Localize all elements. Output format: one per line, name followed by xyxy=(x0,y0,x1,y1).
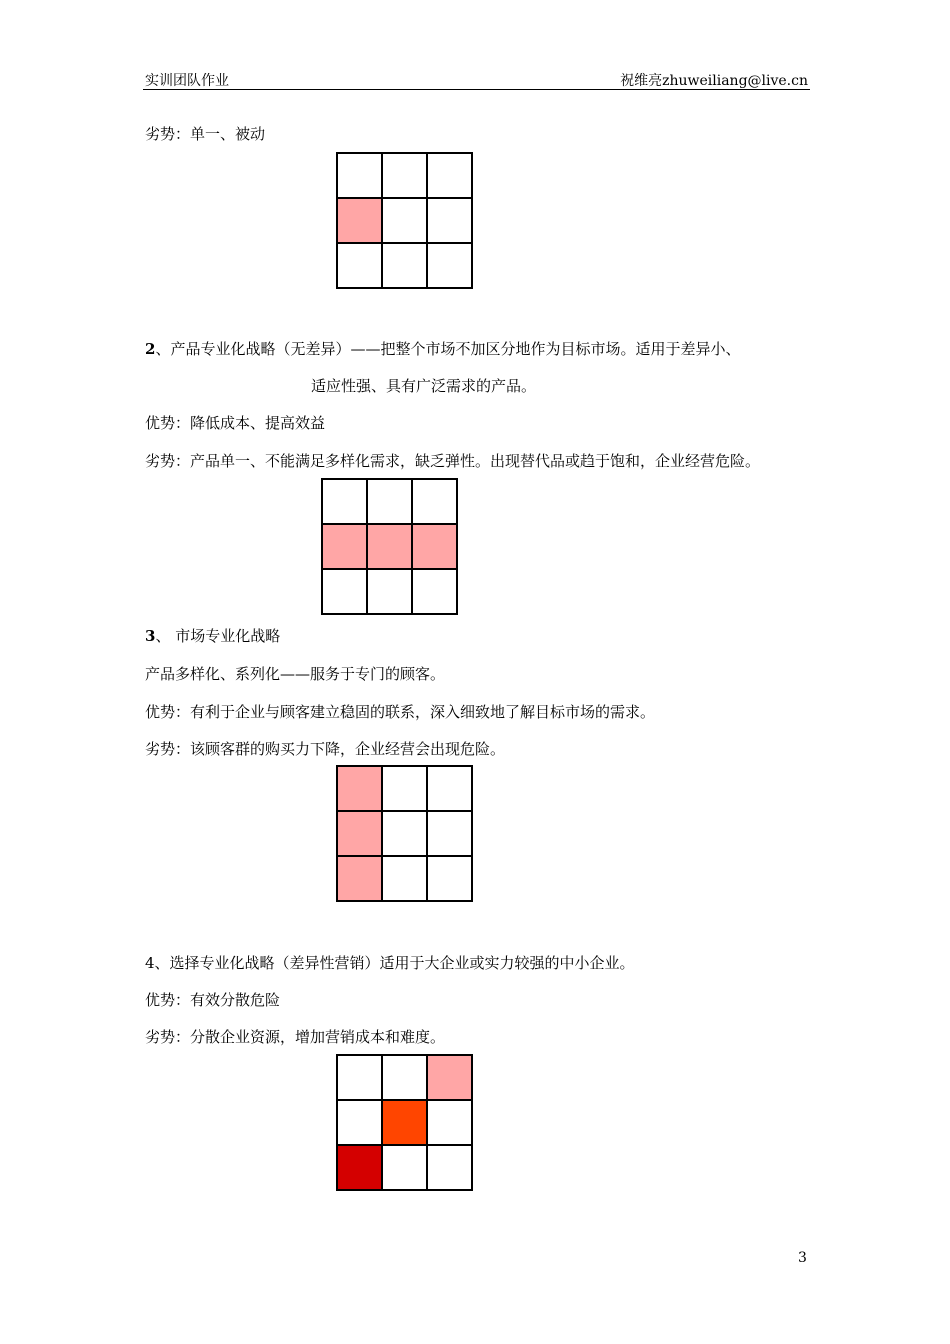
grid-cell xyxy=(383,1146,428,1191)
page-number: 3 xyxy=(798,1250,807,1266)
grid-cell xyxy=(338,1056,383,1101)
section2-title xyxy=(145,338,740,360)
section3-title-text: 、 市场专业化战略 xyxy=(155,627,281,645)
grid-cell-highlighted xyxy=(368,525,413,570)
grid-product-specialization xyxy=(321,478,458,615)
grid-cell-highlighted-pink xyxy=(428,1056,473,1101)
grid-cell-highlighted xyxy=(338,812,383,857)
grid-cell xyxy=(428,857,473,902)
grid-cell xyxy=(383,767,428,812)
header-divider xyxy=(143,89,810,90)
grid-cell xyxy=(428,244,473,289)
grid-cell xyxy=(338,244,383,289)
grid-cell xyxy=(413,570,458,615)
grid-cell-highlighted xyxy=(338,857,383,902)
grid-cell-highlighted xyxy=(338,767,383,812)
grid-cell-highlighted-orange xyxy=(383,1101,428,1146)
grid-cell-highlighted-red xyxy=(338,1146,383,1191)
grid-cell xyxy=(368,570,413,615)
grid-cell xyxy=(338,1101,383,1146)
grid-cell xyxy=(383,199,428,244)
grid-cell-highlighted xyxy=(413,525,458,570)
section3-number: 3 xyxy=(145,627,156,645)
section4-title: 4、选择专业化战略（差异性营销）适用于大企业或实力较强的中小企业。 xyxy=(145,954,635,972)
grid-selective-specialization xyxy=(336,1054,473,1191)
grid-cell xyxy=(428,1101,473,1146)
section4-advantage: 优势：有效分散危险 xyxy=(145,991,281,1009)
section4-weakness: 劣势：分散企业资源，增加营销成本和难度。 xyxy=(145,1028,446,1046)
section3-title xyxy=(145,625,280,647)
section2-advantage: 优势：降低成本、提高效益 xyxy=(145,414,326,432)
grid-single-segment xyxy=(336,152,473,289)
grid-market-specialization xyxy=(336,765,473,902)
header-left-title: 实训团队作业 xyxy=(145,73,229,89)
grid-cell xyxy=(383,812,428,857)
section1-weakness: 劣势：单一、被动 xyxy=(145,125,266,143)
grid-cell xyxy=(383,857,428,902)
grid-cell xyxy=(428,767,473,812)
grid-cell xyxy=(338,154,383,199)
grid-cell xyxy=(428,154,473,199)
section3-description: 产品多样化、系列化——服务于专门的顾客。 xyxy=(145,665,446,683)
section2-weakness: 劣势：产品单一、不能满足多样化需求，缺乏弹性。出现替代品或趋于饱和，企业经营危险。 xyxy=(145,452,761,470)
header-author-email: 祝维亮zhuweiliang@live.cn xyxy=(620,73,808,89)
grid-cell xyxy=(368,480,413,525)
grid-cell xyxy=(413,480,458,525)
section2-number: 2 xyxy=(145,340,156,358)
section3-weakness: 劣势：该顾客群的购买力下降，企业经营会出现危险。 xyxy=(145,740,506,758)
grid-cell xyxy=(323,570,368,615)
grid-cell xyxy=(428,199,473,244)
grid-cell xyxy=(383,244,428,289)
grid-cell xyxy=(428,1146,473,1191)
grid-cell xyxy=(428,812,473,857)
grid-cell xyxy=(383,1056,428,1101)
section2-title-text: 、产品专业化战略（无差异）——把整个市场不加区分地作为目标市场。适用于差异小、 xyxy=(155,340,741,358)
grid-cell xyxy=(323,480,368,525)
grid-cell-highlighted xyxy=(323,525,368,570)
grid-cell-highlighted xyxy=(338,199,383,244)
grid-cell xyxy=(383,154,428,199)
section3-advantage: 优势：有利于企业与顾客建立稳固的联系，深入细致地了解目标市场的需求。 xyxy=(145,703,656,721)
section2-title-continued: 适应性强、具有广泛需求的产品。 xyxy=(311,377,537,395)
